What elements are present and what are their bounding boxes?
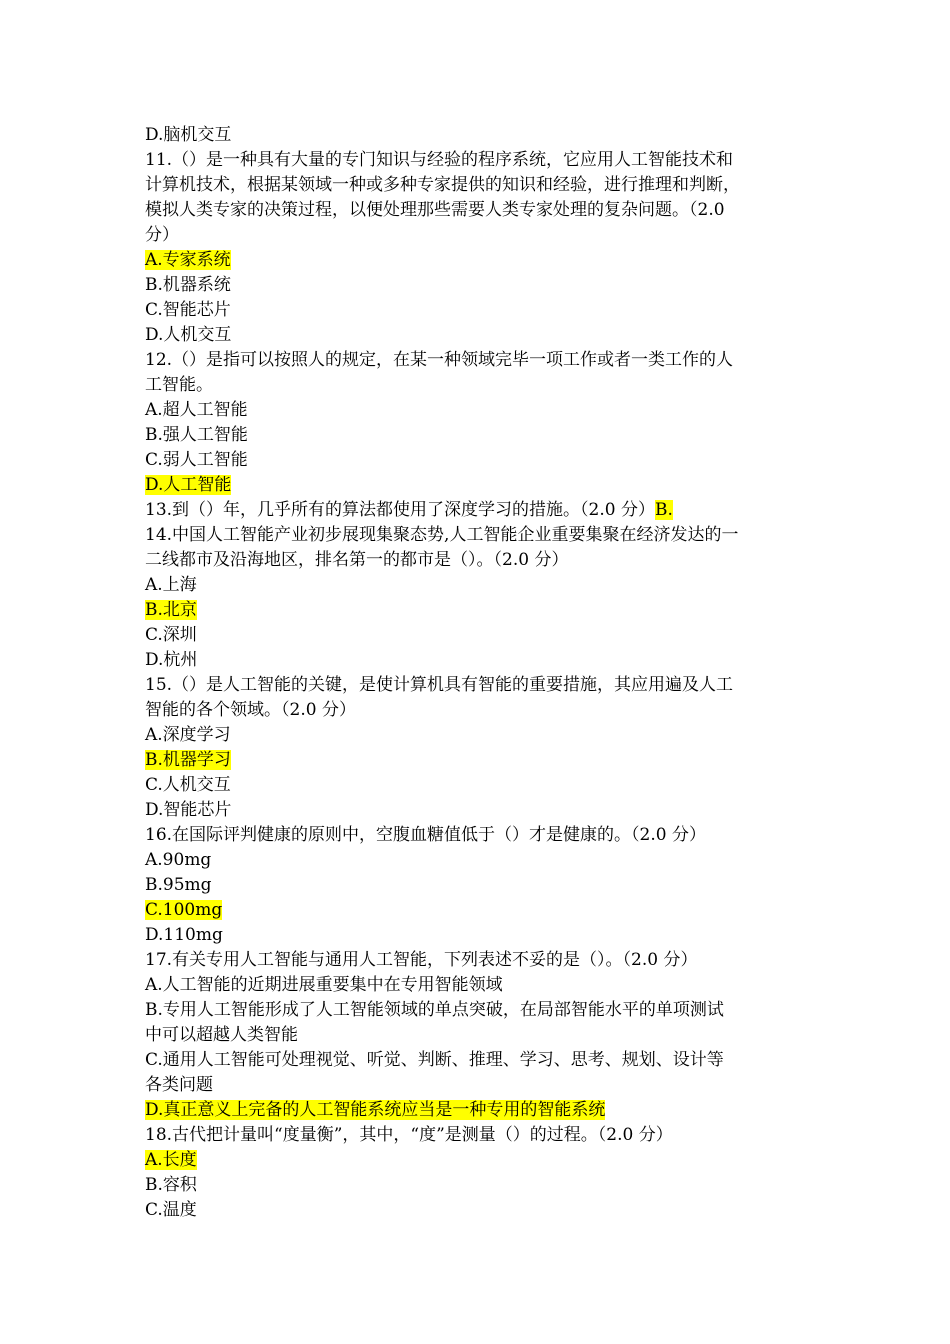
option-text: D.人工智能: [145, 475, 232, 495]
option-line: [145, 998, 810, 1048]
option-line: [145, 1173, 810, 1198]
question-line: 13.到（）年，几乎所有的算法都使用了深度学习的措施。（2.0 分）: [145, 500, 655, 520]
answer-option: [145, 248, 810, 273]
question-text: [145, 948, 810, 973]
option-line: [145, 423, 810, 448]
question-line: 15.（）是人工智能的关键，是使计算机具有智能的重要措施，其应用遍及人工: [145, 675, 734, 695]
option-line: [145, 1048, 810, 1098]
option-line: [145, 798, 810, 823]
answer-option: [145, 748, 810, 773]
option-text: A.深度学习: [145, 725, 231, 745]
question-line: 计算机技术，根据某领域一种或多种专家提供的知识和经验，进行推理和判断，: [145, 175, 740, 195]
option-line: [145, 923, 810, 948]
option-line: [145, 973, 810, 998]
option-line: [145, 123, 810, 148]
option-text: D.杭州: [145, 650, 198, 670]
option-text: B.北京: [145, 600, 197, 620]
option-line: [145, 323, 810, 348]
option-text: C.智能芯片: [145, 300, 231, 320]
question-line: 17.有关专用人工智能与通用人工智能，下列表述不妥的是（）。（2.0 分）: [145, 950, 698, 970]
question-line: 智能的各个领域。（2.0 分）: [145, 700, 356, 720]
option-text: A.专家系统: [145, 250, 231, 270]
answer-option: [145, 1148, 810, 1173]
option-text: B.机器学习: [145, 750, 231, 770]
option-text: B.专用人工智能形成了人工智能领域的单点突破，在局部智能水平的单项测试: [145, 1000, 724, 1020]
question-text: [145, 523, 810, 573]
answer-option: [145, 1098, 810, 1123]
option-text: D.110mg: [145, 925, 223, 945]
option-line: [145, 773, 810, 798]
option-text: D.人机交互: [145, 325, 232, 345]
question-line: 二线都市及沿海地区，排名第一的都市是（）。（2.0 分）: [145, 550, 569, 570]
question-text: [145, 148, 810, 248]
question-line: 模拟人类专家的决策过程，以便处理那些需要人类专家处理的复杂问题。（2.0: [145, 200, 725, 220]
option-line: [145, 298, 810, 323]
question-line: 11.（）是一种具有大量的专门知识与经验的程序系统，它应用人工智能技术和: [145, 150, 734, 170]
option-text: B.95mg: [145, 875, 212, 895]
option-text: C.通用人工智能可处理视觉、听觉、判断、推理、学习、思考、规划、设计等: [145, 1050, 724, 1070]
option-line: [145, 723, 810, 748]
option-text: A.90mg: [145, 850, 212, 870]
question-line: 12.（）是指可以按照人的规定，在某一种领域完毕一项工作或者一类工作的人: [145, 350, 734, 370]
document-page: [145, 123, 810, 1223]
question-line: 分）: [145, 225, 179, 245]
option-line: [145, 848, 810, 873]
question-text: [145, 348, 810, 398]
option-text: C.深圳: [145, 625, 197, 645]
option-text: C.温度: [145, 1200, 197, 1220]
option-line: [145, 1198, 810, 1223]
option-text: A.上海: [145, 575, 197, 595]
option-text: C.人机交互: [145, 775, 231, 795]
option-text: B.强人工智能: [145, 425, 248, 445]
option-line: [145, 873, 810, 898]
answer-option: B.: [654, 500, 673, 520]
option-line: [145, 573, 810, 598]
option-line: [145, 648, 810, 673]
option-text: 各类问题: [145, 1075, 213, 1095]
option-text: D.真正意义上完备的人工智能系统应当是一种专用的智能系统: [145, 1100, 606, 1120]
option-text: D.智能芯片: [145, 800, 232, 820]
option-text: 中可以超越人类智能: [145, 1025, 298, 1045]
question-line: 18.古代把计量叫“度量衡”，其中，“度”是测量（）的过程。（2.0 分）: [145, 1125, 673, 1145]
option-line: [145, 623, 810, 648]
question-line: 14.中国人工智能产业初步展现集聚态势,人工智能企业重要集聚在经济发达的一: [145, 525, 739, 545]
question-line: 16.在国际评判健康的原则中，空腹血糖值低于（）才是健康的。（2.0 分）: [145, 825, 706, 845]
question-text: [145, 673, 810, 723]
question-text: [145, 1123, 810, 1148]
question-text: [145, 823, 810, 848]
answer-option: [145, 898, 810, 923]
option-line: [145, 448, 810, 473]
option-text: A.超人工智能: [145, 400, 248, 420]
option-text: B.机器系统: [145, 275, 231, 295]
answer-option: [145, 598, 810, 623]
question-text: [145, 498, 810, 523]
option-text: C.100mg: [145, 900, 223, 920]
option-line: [145, 273, 810, 298]
option-text: D.脑机交互: [145, 125, 232, 145]
option-text: A.长度: [145, 1150, 197, 1170]
option-line: [145, 398, 810, 423]
option-text: C.弱人工智能: [145, 450, 248, 470]
option-text: A.人工智能的近期进展重要集中在专用智能领域: [145, 975, 503, 995]
question-line: 工智能。: [145, 375, 213, 395]
option-text: B.容积: [145, 1175, 197, 1195]
answer-option: [145, 473, 810, 498]
